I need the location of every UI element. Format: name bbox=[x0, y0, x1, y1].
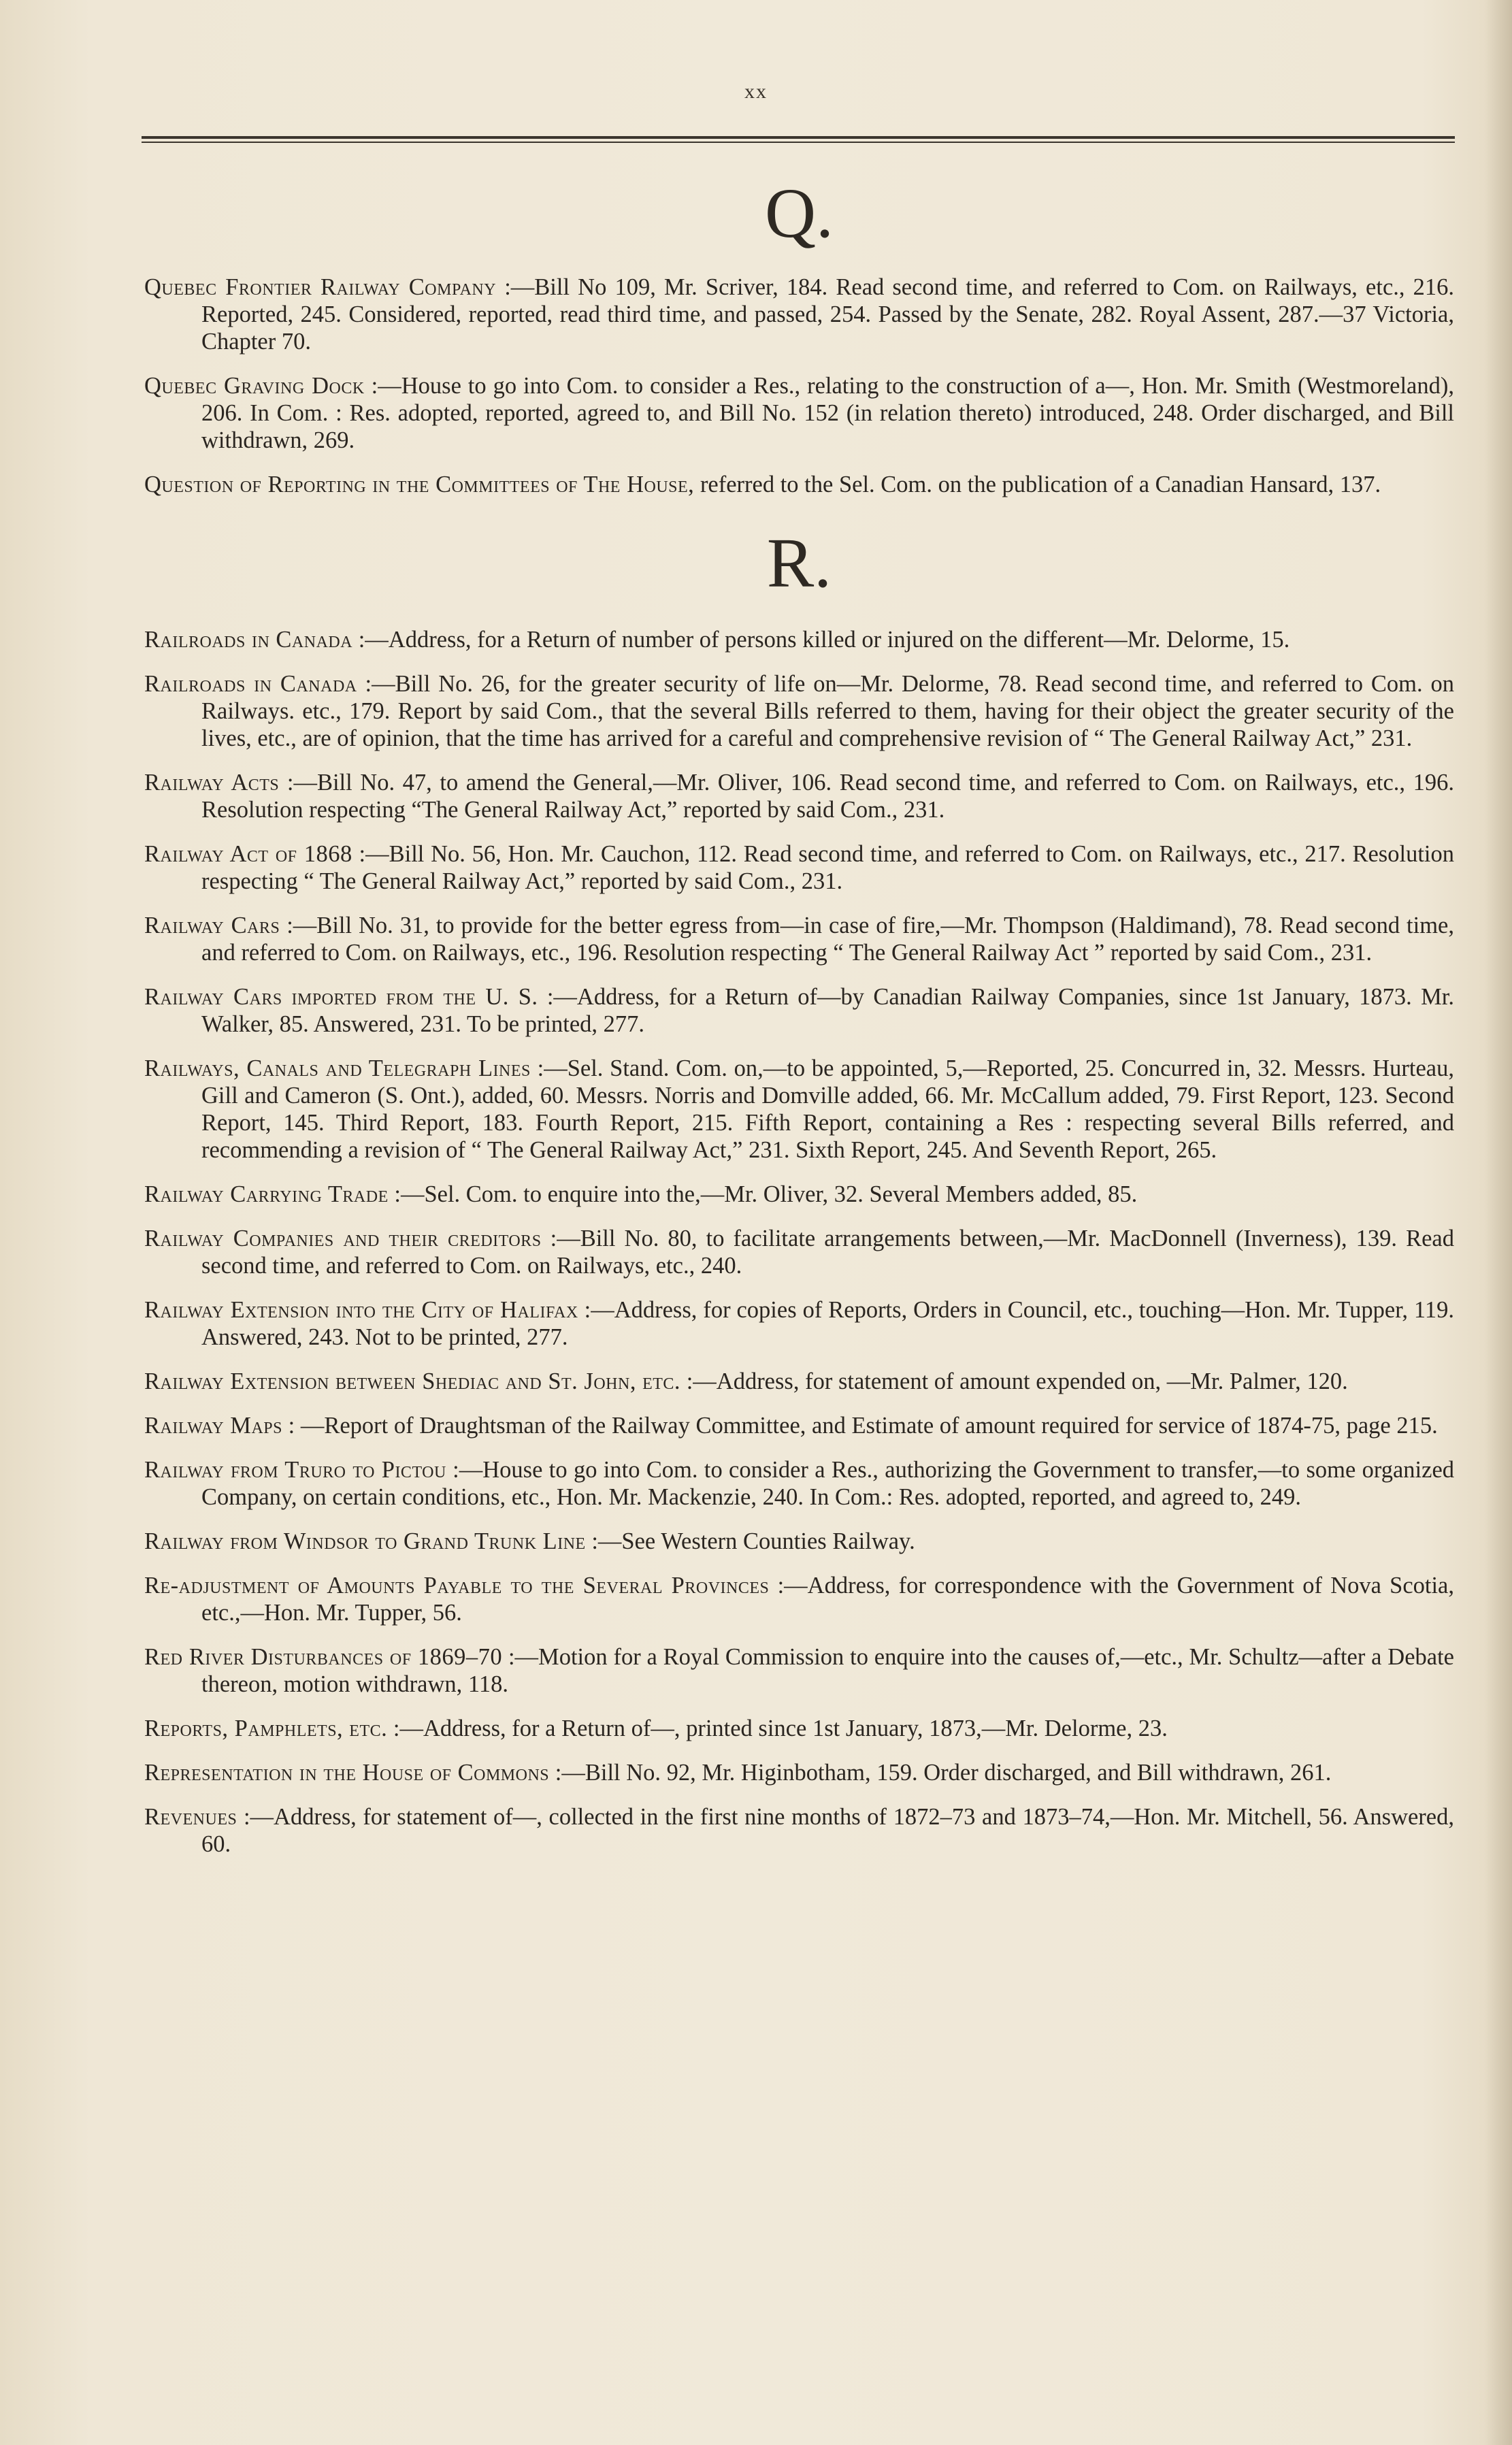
entry-text: :—Bill No. 56, Hon. Mr. Cauchon, 112. Read second time, and referred to Com. on Railways, etc., 217. Resolution respecting “ The General Railway Act,” reported by said Com., 231. bbox=[201, 841, 1454, 894]
entry-heading: Revenues bbox=[144, 1804, 237, 1830]
index-entry bbox=[144, 983, 1454, 1038]
index-entry bbox=[144, 1181, 1454, 1208]
index-entry bbox=[144, 372, 1454, 454]
entry-heading: Quebec Graving Dock bbox=[144, 373, 365, 399]
entry-text: :—Bill No. 47, to amend the General,—Mr. Oliver, 106. Read second time, and referred to Com. on Railways, etc., 196. Resolution respecting “The General Railway Act,” reported by said Com., 231. bbox=[201, 770, 1454, 823]
entry-heading: Railway Extension into the City of Halifax bbox=[144, 1297, 578, 1323]
entry-text: :—Address, for a Return of—, printed since 1st January, 1873,—Mr. Delorme, 23. bbox=[387, 1716, 1168, 1741]
entry-text: :—Sel. Com. to enquire into the,—Mr. Oliver, 32. Several Members added, 85. bbox=[388, 1181, 1138, 1207]
section-letter-q: Q. bbox=[764, 174, 834, 252]
index-entry bbox=[144, 1803, 1454, 1858]
entry-heading: Railway Cars imported from the U. S. bbox=[144, 984, 538, 1010]
entry-text: :—Address, for a Return of—by Canadian Railway Companies, since 1st January, 1873. Mr. Walker, 85. Answered, 231. To be printed, 277. bbox=[201, 984, 1454, 1037]
entry-text: :—Address, for statement of amount expended on, —Mr. Palmer, 120. bbox=[680, 1368, 1348, 1394]
entry-heading: Quebec Frontier Railway Company bbox=[144, 274, 497, 300]
section-letter-r: R. bbox=[766, 524, 832, 602]
entry-heading: Railway Acts bbox=[144, 770, 280, 795]
entry-heading: Representation in the House of Commons bbox=[144, 1760, 550, 1786]
entry-text: :—House to go into Com. to consider a Res., relating to the construction of a—, Hon. Mr. Smith (Westmoreland), 206. In Com. : Res. adopted, reported, agreed to, and Bill No. 152 (in relation thereto) introduced, 248. Order discharged, and Bill withdrawn, 269. bbox=[201, 373, 1454, 453]
index-entry bbox=[144, 670, 1454, 752]
entry-text: :—Bill No. 92, Mr. Higinbotham, 159. Order discharged, and Bill withdrawn, 261. bbox=[549, 1760, 1332, 1786]
entry-heading: Railways, Canals and Telegraph Lines bbox=[144, 1055, 531, 1081]
index-entry bbox=[144, 1715, 1454, 1742]
header-double-rule bbox=[142, 136, 1455, 146]
entry-text: :—Motion for a Royal Commission to enquire into the causes of,—etc., Mr. Schultz—after a Debate thereon, motion withdrawn, 118. bbox=[201, 1644, 1454, 1697]
page-edge-shadow bbox=[1485, 0, 1512, 2445]
entry-text: :—Address, for a Return of number of persons killed or injured on the different—Mr. Delorme, 15. bbox=[352, 627, 1290, 653]
entry-heading: Railway Maps bbox=[144, 1413, 282, 1439]
index-entry bbox=[144, 1759, 1454, 1786]
entry-heading: Railway Companies and their creditors bbox=[144, 1226, 542, 1251]
index-content bbox=[144, 170, 1454, 1875]
entry-text: :—Address, for statement of—, collected in the first nine months of 1872–73 and 1873–74,—Hon. Mr. Mitchell, 56. Answered, 60. bbox=[201, 1804, 1454, 1857]
entry-text: :—Bill No. 31, to provide for the better egress from—in case of fire,—Mr. Thompson (Haldimand), 78. Read second time, and referred to Com. on Railways, etc., 196. Resolution respecting “ The General Railway Act ” reported by said Com., 231. bbox=[201, 913, 1454, 966]
index-entry bbox=[144, 1368, 1454, 1395]
index-entry bbox=[144, 1055, 1454, 1164]
index-entry bbox=[144, 912, 1454, 966]
entry-heading: Question of Reporting in the Committees of The House, bbox=[144, 472, 695, 497]
entry-text: :—House to go into Com. to consider a Res., authorizing the Government to transfer,—to some organized Company, on certain conditions, etc., Hon. Mr. Mackenzie, 240. In Com.: Res. adopted, reported, and agreed to, 249. bbox=[201, 1457, 1455, 1510]
entry-heading: Railway Cars bbox=[144, 913, 280, 938]
entry-text: :—Address, for correspondence with the Government of Nova Scotia, etc.,—Hon. Mr. Tupper, 56. bbox=[201, 1573, 1454, 1626]
entry-heading: Railway Carrying Trade bbox=[144, 1181, 389, 1207]
entry-text: :—See Western Counties Railway. bbox=[585, 1528, 915, 1554]
index-entry bbox=[144, 1528, 1454, 1555]
entry-text: : —Report of Draughtsman of the Railway Committee, and Estimate of amount required for service of 1874-75, page 215. bbox=[282, 1413, 1438, 1439]
index-entry bbox=[144, 1643, 1454, 1698]
entry-heading: Railway from Truro to Pictou bbox=[144, 1457, 446, 1483]
entry-heading: Railway from Windsor to Grand Trunk Line bbox=[144, 1528, 586, 1554]
index-entry bbox=[144, 840, 1454, 895]
entry-heading: Red River Disturbances of 1869–70 bbox=[144, 1644, 503, 1670]
index-entry bbox=[144, 1572, 1454, 1626]
index-entry bbox=[144, 1225, 1454, 1279]
index-entry bbox=[144, 769, 1454, 823]
entry-heading: Reports, Pamphlets, etc. bbox=[144, 1716, 388, 1741]
entry-text: :—Bill No 109, Mr. Scriver, 184. Read second time, and referred to Com. on Railways, etc., 216. Reported, 245. Considered, reported, read third time, and passed, 254. Passed by the Senate, 282. Royal Assent, 287.—37 Victoria, Chapter 70. bbox=[201, 274, 1454, 355]
entry-text: :—Sel. Stand. Com. on,—to be appointed, 5,—Reported, 25. Concurred in, 32. Messrs. Hurteau, Gill and Cameron (S. Ont.), added, 60. Messrs. Norris and Domville added, 66. Mr. McCallum added, 79. First Report, 123. Second Report, 145. Third Report, 183. Fourth Report, 215. Fifth Report, containing a Res : respecting several Bills referred, and recommending a revision of “ The General Railway Act,” 231. Sixth Report, 245. And Seventh Report, 265. bbox=[201, 1055, 1454, 1163]
entry-text: :—Bill No. 26, for the greater security of life on—Mr. Delorme, 78. Read second time, and referred to Com. on Railways. etc., 179. Report by said Com., that the several Bills referred to them, having for their object the greater security of the lives, etc., are of opinion, that the time has arrived for a careful and comprehensive revision of “ The General Railway Act,” 231. bbox=[201, 671, 1455, 751]
entry-heading: Railway Extension between Shediac and St. John, etc. bbox=[144, 1368, 681, 1394]
entry-heading: Re-adjustment of Amounts Payable to the Several Provinces bbox=[144, 1573, 770, 1598]
entry-text: :—Bill No. 80, to facilitate arrangements between,—Mr. MacDonnell (Inverness), 139. Read second time, and referred to Com. on Railways, etc., 240. bbox=[201, 1226, 1454, 1279]
index-entry bbox=[144, 274, 1454, 355]
entry-text: referred to the Sel. Com. on the publication of a Canadian Hansard, 137. bbox=[694, 472, 1381, 497]
entry-heading: Railroads in Canada bbox=[144, 671, 357, 697]
entry-text: :—Address, for copies of Reports, Orders in Council, etc., touching—Hon. Mr. Tupper, 119. Answered, 243. Not to be printed, 277. bbox=[201, 1297, 1454, 1350]
entry-heading: Railway Act of 1868 bbox=[144, 841, 352, 867]
entry-heading: Railroads in Canada bbox=[144, 627, 353, 653]
index-entry bbox=[144, 471, 1454, 498]
index-entry bbox=[144, 626, 1454, 653]
index-entry bbox=[144, 1296, 1454, 1351]
index-entry bbox=[144, 1456, 1454, 1511]
index-entry bbox=[144, 1412, 1454, 1439]
page-number: xx bbox=[744, 80, 768, 103]
